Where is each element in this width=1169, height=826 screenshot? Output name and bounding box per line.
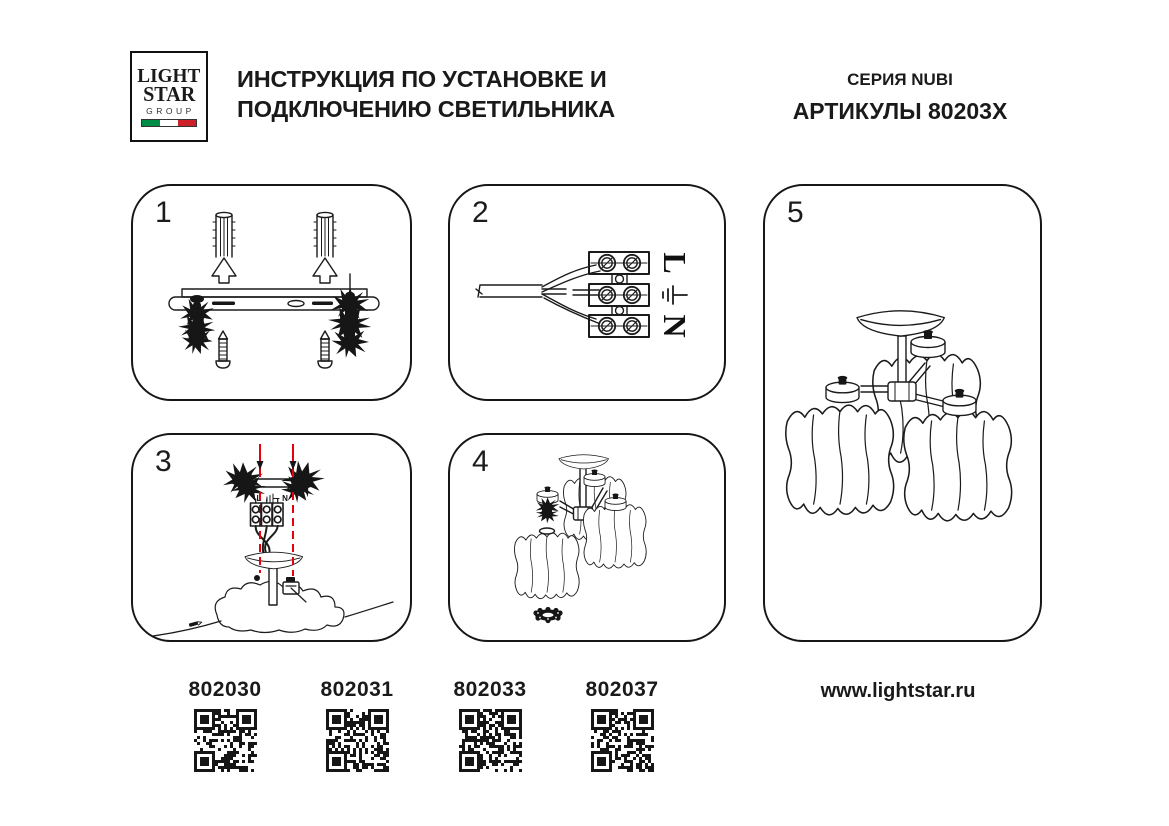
lamp-shade (583, 504, 646, 568)
mini-terminal-block (251, 494, 289, 526)
power-cable (476, 265, 600, 323)
article-block (165, 678, 285, 777)
lightstar-logo (130, 51, 208, 142)
step-5-panel (763, 184, 1042, 642)
step-4-number: 4 (472, 445, 489, 478)
mounting-hardware-diagram (133, 186, 410, 399)
central-hub (888, 382, 916, 401)
series-name: СЕРИЯ NUBI (847, 70, 953, 89)
article-block (297, 678, 417, 777)
nut (286, 577, 295, 582)
canopy-mounting-diagram (133, 435, 410, 640)
wall-anchor-icon (212, 212, 236, 283)
qr-code (591, 709, 654, 772)
cloud-base (215, 581, 344, 632)
step-3-number: 3 (155, 445, 172, 478)
step-1-panel (131, 184, 412, 401)
lamp-socket (826, 376, 859, 403)
logo-light: LIGHT (137, 64, 201, 87)
screw-icon (318, 331, 332, 368)
website-url: www.lightstar.ru (820, 680, 976, 702)
qr-code (326, 709, 389, 772)
shade-assembly-diagram (450, 435, 724, 640)
shade-top-hole (540, 528, 555, 534)
step-2-number: 2 (472, 196, 489, 229)
step-3-panel (131, 433, 412, 642)
earth-symbol-icon (663, 286, 687, 304)
mini-live-label: L (256, 494, 262, 503)
article-number: 802030 (188, 678, 262, 701)
live-label: L (657, 252, 693, 274)
step-4-panel (448, 433, 726, 642)
page-title (237, 64, 615, 124)
title-line-2: ПОДКЛЮЧЕНИЮ СВЕТИЛЬНИКА (237, 96, 615, 122)
qr-code (459, 709, 522, 772)
logo-group: GROUP (146, 105, 195, 116)
step-1-number: 1 (155, 196, 172, 229)
screw-icon (216, 331, 230, 368)
title-line-1: ИНСТРУКЦИЯ ПО УСТАНОВКЕ И (237, 66, 607, 92)
fixture-stem (580, 468, 586, 508)
articles-label: АРТИКУЛЫ 80203X (792, 98, 1008, 124)
lamp-shade (514, 533, 579, 599)
wiring-diagram (450, 186, 724, 399)
article-number: 802037 (585, 678, 659, 701)
step-2-panel (448, 184, 726, 401)
logo-star: STAR (142, 81, 196, 106)
lamp-shade (786, 405, 894, 515)
article-block (562, 678, 682, 777)
canopy-dish (559, 455, 609, 469)
thumb-screw (254, 575, 260, 581)
article-number: 802031 (320, 678, 394, 701)
neutral-label: N (657, 314, 693, 338)
assembled-fixture-diagram (765, 186, 1040, 640)
qr-code (194, 709, 257, 772)
italian-flag-icon (141, 119, 197, 127)
article-block (430, 678, 550, 777)
terminal-block (589, 252, 649, 337)
threaded-tube-fuzz-icon (532, 497, 563, 526)
fixture-stem (269, 567, 277, 605)
article-number: 802033 (453, 678, 527, 701)
series-block (780, 70, 1020, 125)
screw-in-anchor-icon (322, 274, 379, 363)
fixture-stem (898, 336, 906, 384)
retaining-ring-icon (533, 607, 562, 623)
step-5-number: 5 (787, 196, 804, 229)
lamp-shade (904, 411, 1012, 521)
wall-anchor-icon (313, 212, 337, 283)
lamp-socket (584, 469, 605, 486)
mini-neutral-label: N (282, 494, 288, 503)
